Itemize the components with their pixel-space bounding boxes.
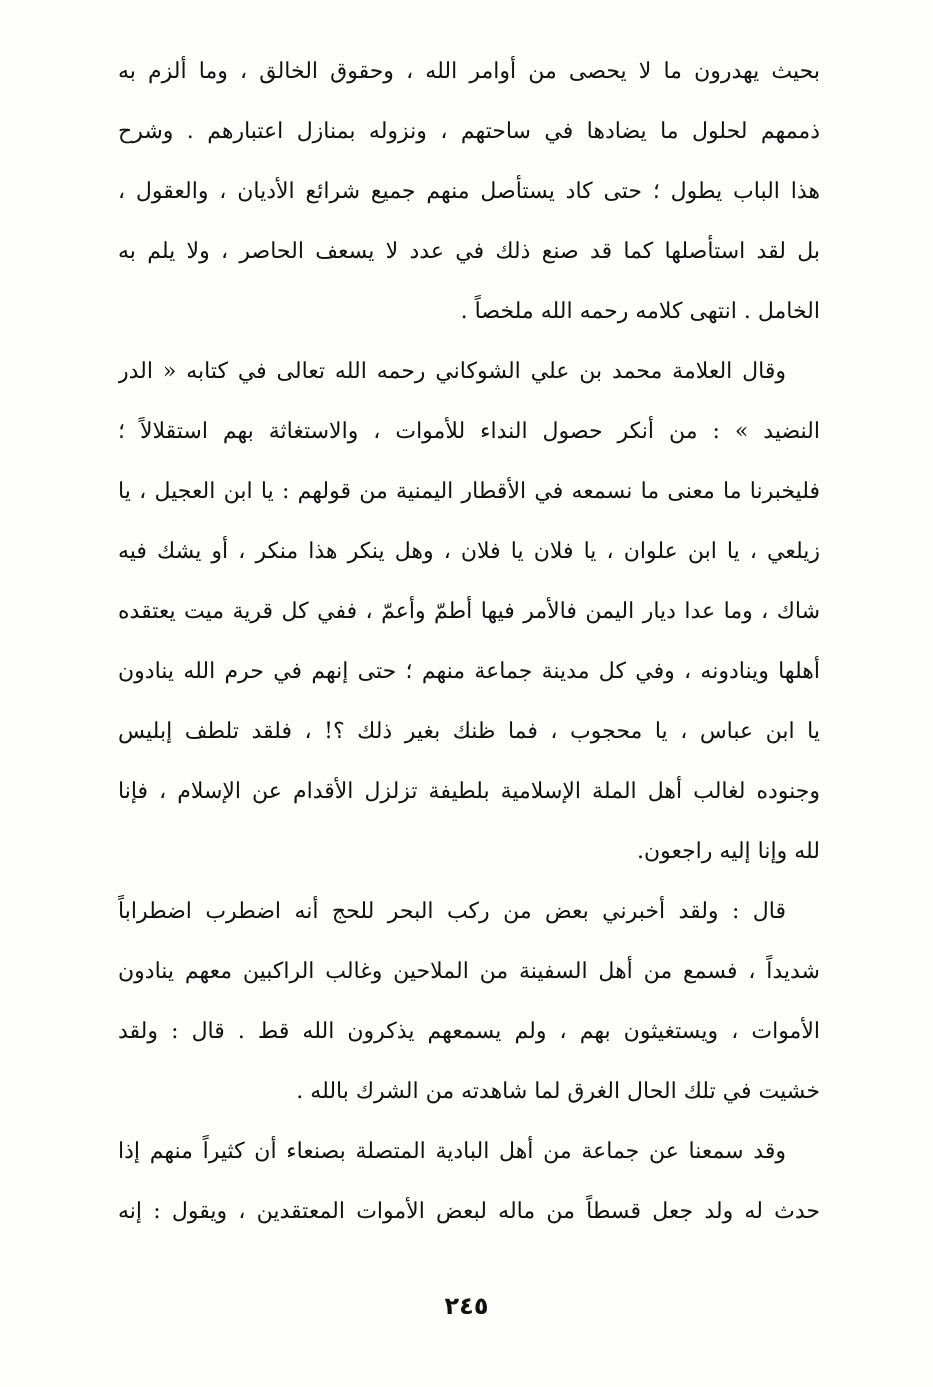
page-number: ٢٤٥	[444, 1292, 489, 1320]
text-line: وجنوده لغالب أهل الملة الإسلامية بلطيفة تزلزل الأقدام عن الإسلام ، فإنا	[118, 779, 820, 804]
text-line: هذا الباب يطول ؛ حتى كاد يستأصل منهم جميع شرائع الأديان ، والعقول ،	[118, 179, 820, 204]
text-line: الأموات ، ويستغيثون بهم ، ولم يسمعهم يذكرون الله قط . قال : ولقد	[118, 1019, 820, 1044]
text-line: شاك ، وما عدا ديار اليمن فالأمر فيها أطمّ وأعمّ ، ففي كل قرية ميت يعتقده	[118, 599, 820, 624]
text-line: يا ابن عباس ، يا محجوب ، فما ظنك بغير ذلك ؟! ، فلقد تلطف إبليس	[118, 719, 820, 744]
text-line: ذممهم لحلول ما يضادها في ساحتهم ، ونزوله بمنازل اعتبارهم . وشرح	[118, 119, 820, 144]
text-line: أهلها وينادونه ، وفي كل مدينة جماعة منهم ؛ حتى إنهم في حرم الله ينادون	[118, 659, 820, 684]
text-line: وقال العلامة محمد بن علي الشوكاني رحمه الله تعالى في كتابه « الدر	[118, 359, 786, 384]
text-line: بحيث يهدرون ما لا يحصى من أوامر الله ، وحقوق الخالق ، وما ألزم به	[118, 59, 820, 84]
text-line: بل لقد استأصلها كما قد صنع ذلك في عدد لا يسعف الحاصر ، ولا يلم به	[118, 239, 820, 264]
text-line: وقد سمعنا عن جماعة من أهل البادية المتصلة بصنعاء أن كثيراً منهم إذا	[118, 1139, 786, 1164]
text-line: شديداً ، فسمع من أهل السفينة من الملاحين وغالب الراكبين معهم ينادون	[118, 959, 820, 984]
body-text	[118, 42, 820, 1242]
text-line: فليخبرنا ما معنى ما نسمعه في الأقطار اليمنية من قولهم : يا ابن العجيل ، يا	[118, 479, 820, 504]
text-line: قال : ولقد أخبرني بعض من ركب البحر للحج أنه اضطرب اضطراباً	[118, 899, 786, 924]
text-line: زيلعي ، يا ابن علوان ، يا فلان يا فلان ، وهل ينكر هذا منكر ، أو يشك فيه	[118, 539, 820, 564]
text-line: الخامل . انتهى كلامه رحمه الله ملخصاً .	[460, 299, 820, 324]
text-line: خشيت في تلك الحال الغرق لما شاهدته من الشرك بالله .	[296, 1079, 820, 1104]
text-line: لله وإنا إليه راجعون.	[636, 839, 820, 864]
text-line: النضيد » : من أنكر حصول النداء للأموات ، والاستغاثة بهم استقلالاً ؛	[118, 419, 820, 444]
text-line: حدث له ولد جعل قسطاً من ماله لبعض الأموات المعتقدين ، ويقول : إنه	[118, 1199, 820, 1224]
